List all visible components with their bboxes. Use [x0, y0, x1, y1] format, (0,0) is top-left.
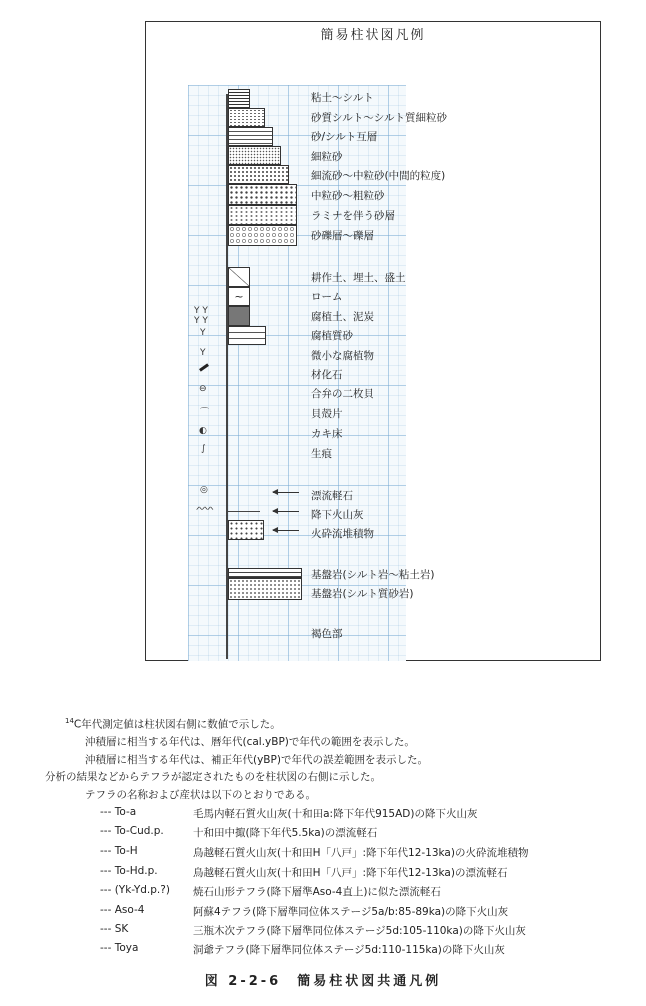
legend-label: 細流砂～中粒砂(中間的粒度): [311, 170, 446, 182]
tephra-code: --- Aso-4: [100, 904, 145, 916]
legend-label: 細粒砂: [311, 151, 343, 163]
tephra-desc: 焼石山形テフラ(降下層準Aso-4直上)に似た漂流軽石: [193, 886, 441, 898]
block-loam: ~: [228, 287, 250, 306]
figure-caption: 図 2-2-6 簡易柱状図共通凡例: [204, 974, 442, 989]
block-fine-sand: [228, 146, 281, 165]
legend-label: 中粒砂～粗粒砂: [311, 190, 385, 202]
legend-label: 微小な腐植物: [311, 350, 374, 362]
arrow-ash: [273, 511, 299, 512]
block-fill-soil: [228, 267, 250, 287]
tephra-code: --- Toya: [100, 942, 139, 954]
legend-label: 貝殻片: [311, 408, 343, 420]
legend-label: 粘土～シルト: [311, 92, 374, 104]
legend-label: 火砕流堆積物: [311, 528, 374, 540]
legend-label: 腐植質砂: [311, 330, 353, 342]
block-medium-coarse-sand: [228, 184, 297, 205]
note-line: 分析の結果などからテフラが認定されたものを柱状図の右側に示した。: [45, 771, 381, 783]
legend-label: 砂/シルト互層: [311, 131, 378, 143]
legend-label: 褐色部: [311, 628, 343, 640]
legend-label: 合弁の二枚貝: [311, 388, 374, 400]
legend-label: カキ床: [311, 428, 343, 440]
legend-label: 基盤岩(シルト岩～粘土岩): [311, 569, 435, 581]
tephra-desc: 洞爺テフラ(降下層準同位体ステージ5d:110-115ka)の降下火山灰: [193, 944, 505, 956]
tuft-icon: Y Y: [194, 306, 208, 316]
block-sand-silt-alternation: [228, 127, 273, 146]
tephra-desc: 鳥越軽石質火山灰(十和田H「八戸」:降下年代12-13ka)の漂流軽石: [193, 867, 508, 879]
tephra-desc: 毛馬内軽石質火山灰(十和田a:降下年代915AD)の降下火山灰: [193, 808, 478, 820]
legend-label: 材化石: [311, 369, 343, 381]
note-line: テフラの名称および産状は以下のとおりである。: [85, 788, 316, 801]
legend-label: ローム: [311, 291, 343, 303]
legend-label: 腐植土、泥炭: [311, 311, 374, 323]
block-sandy-silt: [228, 108, 265, 127]
legend-title: 簡易柱状図凡例: [320, 28, 426, 43]
tephra-desc: 阿蘇4テフラ(降下層準同位体ステージ5a/b:85-89ka)の降下火山灰: [193, 906, 509, 918]
block-laminated-sand: [228, 205, 297, 225]
block-humic-sand: [228, 326, 266, 345]
tephra-desc: 三瓶木次テフラ(降下層準同位体ステージ5d:105-110ka)の降下火山灰: [193, 925, 526, 937]
tephra-code: --- To-Cud.p.: [100, 825, 164, 837]
tephra-code: --- To-H: [100, 845, 138, 857]
notes: [45, 713, 635, 804]
tephra-code: --- To-a: [100, 806, 137, 818]
tephra-code: --- SK: [100, 923, 129, 935]
tuft-icon: Y: [200, 328, 206, 338]
block-peat: [228, 306, 250, 326]
block-basement-siltstone: [228, 568, 302, 578]
note-superscript: 14: [65, 717, 74, 725]
tephra-code: --- (Yk-Yd.p.?): [100, 884, 170, 896]
ash-line: [228, 511, 260, 512]
block-basement-silty-sandstone: [228, 578, 302, 600]
trace-fossil-icon: ∫: [201, 444, 206, 454]
block-gravel: [228, 225, 297, 246]
legend-frame: [145, 21, 601, 661]
legend-label: 生痕: [311, 448, 332, 460]
ash-icon: ᐟᐠᐟᐠᐟᐠ: [196, 506, 213, 516]
note-line: 沖積層に相当する年代は、補正年代(yBP)で年代の誤差範囲を表示した。: [85, 753, 428, 766]
leaf-icon: Y: [200, 348, 206, 358]
legend-label: 漂流軽石: [311, 490, 353, 502]
legend-label: 基盤岩(シルト質砂岩): [311, 588, 414, 600]
tephra-desc: 十和田中掫(降下年代5.5ka)の漂流軽石: [193, 827, 378, 839]
tuft-icon: Y Y: [194, 316, 208, 326]
shell-fragment-icon: ⌒: [200, 408, 210, 418]
block-fine-medium-sand: [228, 165, 289, 184]
pumice-icon: ◎: [200, 485, 208, 495]
legend-label: 砂礫層～礫層: [311, 230, 374, 242]
tephra-code: --- To-Hd.p.: [100, 865, 158, 877]
legend-label: ラミナを伴う砂層: [311, 210, 395, 222]
arrow-pyroclastic: [273, 530, 299, 531]
legend-label: 砂質シルト～シルト質細粒砂: [311, 112, 447, 124]
legend-label: 降下火山灰: [311, 509, 364, 521]
block-clay: [228, 89, 250, 108]
block-pyroclastic: [228, 520, 264, 540]
note-line: $^{14}$C年代測定値は柱状図右側に数値で示した。: [65, 717, 281, 731]
arrow-pumice: [273, 492, 299, 493]
tephra-desc: 鳥越軽石質火山灰(十和田H「八戸」:降下年代12-13ka)の火砕流堆積物: [193, 847, 529, 859]
oyster-icon: ◐: [199, 426, 207, 436]
legend-label: 耕作土、埋土、盛土: [311, 272, 406, 284]
note-line: 沖積層に相当する年代は、暦年代(cal.yBP)で年代の範囲を表示した。: [85, 736, 415, 748]
bivalve-icon: ⊖: [199, 384, 207, 394]
